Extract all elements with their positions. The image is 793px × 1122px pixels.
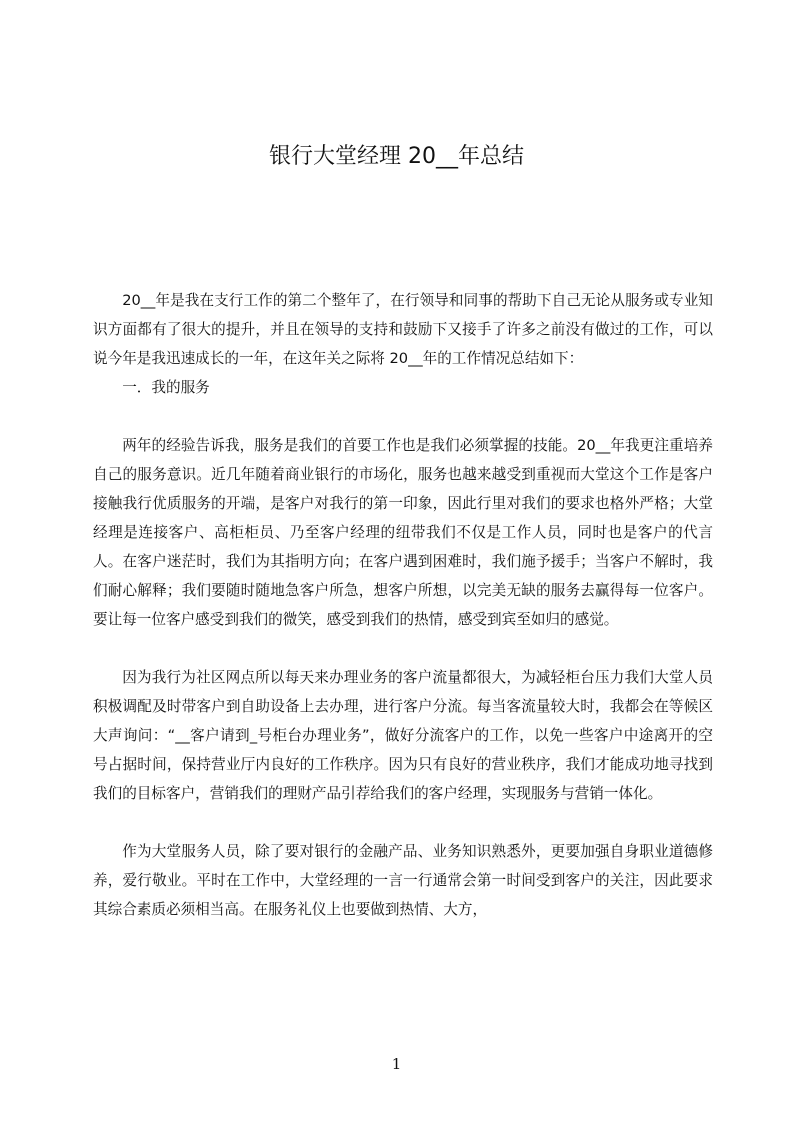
body-paragraph-1: 两年的经验告诉我，服务是我们的首要工作也是我们必须掌握的技能。20__年我更注重培养自己的服务意识。近几年随着商业银行的市场化，服务也越来越受到重视而大堂这个工作是客户接触我行优质服务的开端，是客户对我行的第一印象，因此行里对我们的要求也格外严格；大堂经理是连接客户、高柜柜员、乃至客户经理的纽带我们不仅是工作人员，同时也是客户的代言人。在客户迷茫时，我们为其指明方向；在客户遇到困难时，我们施予援手；当客户不解时，我们耐心解释；我们要随时随地急客户所急，想客户所想，以完美无缺的服务去赢得每一位客户。要让每一位客户感受到我们的微笑，感受到我们的热情，感受到宾至如归的感觉。 [93,437,713,628]
section-heading: 一．我的服务 [122,379,210,396]
page-number: 1 [391,1055,402,1073]
intro-paragraph: 20__年是我在支行工作的第二个整年了，在行领导和同事的帮助下自己无论从服务或专业知识方面都有了很大的提升，并且在领导的支持和鼓励下又接手了许多之前没有做过的工作，可以说今年是我迅速成长的一年，在这年关之际将 20__年的工作情况总结如下： [93,292,713,367]
body-paragraph-3: 作为大堂服务人员，除了要对银行的金融产品、业务知识熟悉外，更要加强自身职业道德修养，爱行敬业。平时在工作中，大堂经理的一言一行通常会第一时间受到客户的关注，因此要求其综合素质必须相当高。在服务礼仪上也要做到热情、大方， [93,843,713,918]
document-title: 银行大堂经理 20__年总结 [269,144,524,169]
body-paragraph-2: 因为我行为社区网点所以每天来办理业务的客户流量都很大，为减轻柜台压力我们大堂人员积极调配及时带客户到自助设备上去办理，进行客户分流。每当客流量较大时，我都会在等候区大声询问：“__客户请到_号柜台办理业务”，做好分流客户的工作，以免一些客户中途离开的空号占据时间，保持营业厅内良好的工作秩序。因为只有良好的营业秩序，我们才能成功地寻找到我们的目标客户，营销我们的理财产品引荐给我们的客户经理，实现服务与营销一体化。 [93,669,713,802]
document-body [93,286,713,924]
